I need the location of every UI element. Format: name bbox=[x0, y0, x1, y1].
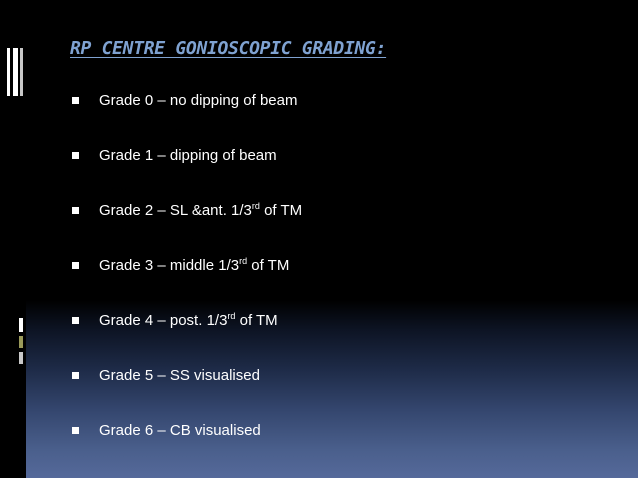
list-item-text: Grade 0 – no dipping of beam bbox=[99, 92, 298, 109]
list-item-text: Grade 6 – CB visualised bbox=[99, 422, 261, 439]
decorative-bar bbox=[19, 318, 23, 332]
square-bullet-icon bbox=[72, 427, 79, 434]
decorative-bar bbox=[13, 48, 18, 96]
decorative-bar bbox=[19, 336, 23, 348]
slide-title: RP CENTRE GONIOSCOPIC GRADING: bbox=[70, 38, 387, 59]
list-item-text: Grade 3 – middle 1/3rd of TM bbox=[99, 256, 290, 274]
list-item-text: Grade 5 – SS visualised bbox=[99, 367, 260, 384]
square-bullet-icon bbox=[72, 207, 79, 214]
square-bullet-icon bbox=[72, 372, 79, 379]
square-bullet-icon bbox=[72, 317, 79, 324]
list-item-text: Grade 2 – SL &ant. 1/3rd of TM bbox=[99, 201, 303, 219]
list-item-text: Grade 4 – post. 1/3rd of TM bbox=[99, 311, 278, 329]
square-bullet-icon bbox=[72, 262, 79, 269]
decorative-bar bbox=[7, 48, 10, 96]
decorative-bar bbox=[19, 352, 23, 364]
decorative-bar bbox=[20, 48, 23, 96]
square-bullet-icon bbox=[72, 97, 79, 104]
square-bullet-icon bbox=[72, 152, 79, 159]
list-item-text: Grade 1 – dipping of beam bbox=[99, 147, 277, 164]
